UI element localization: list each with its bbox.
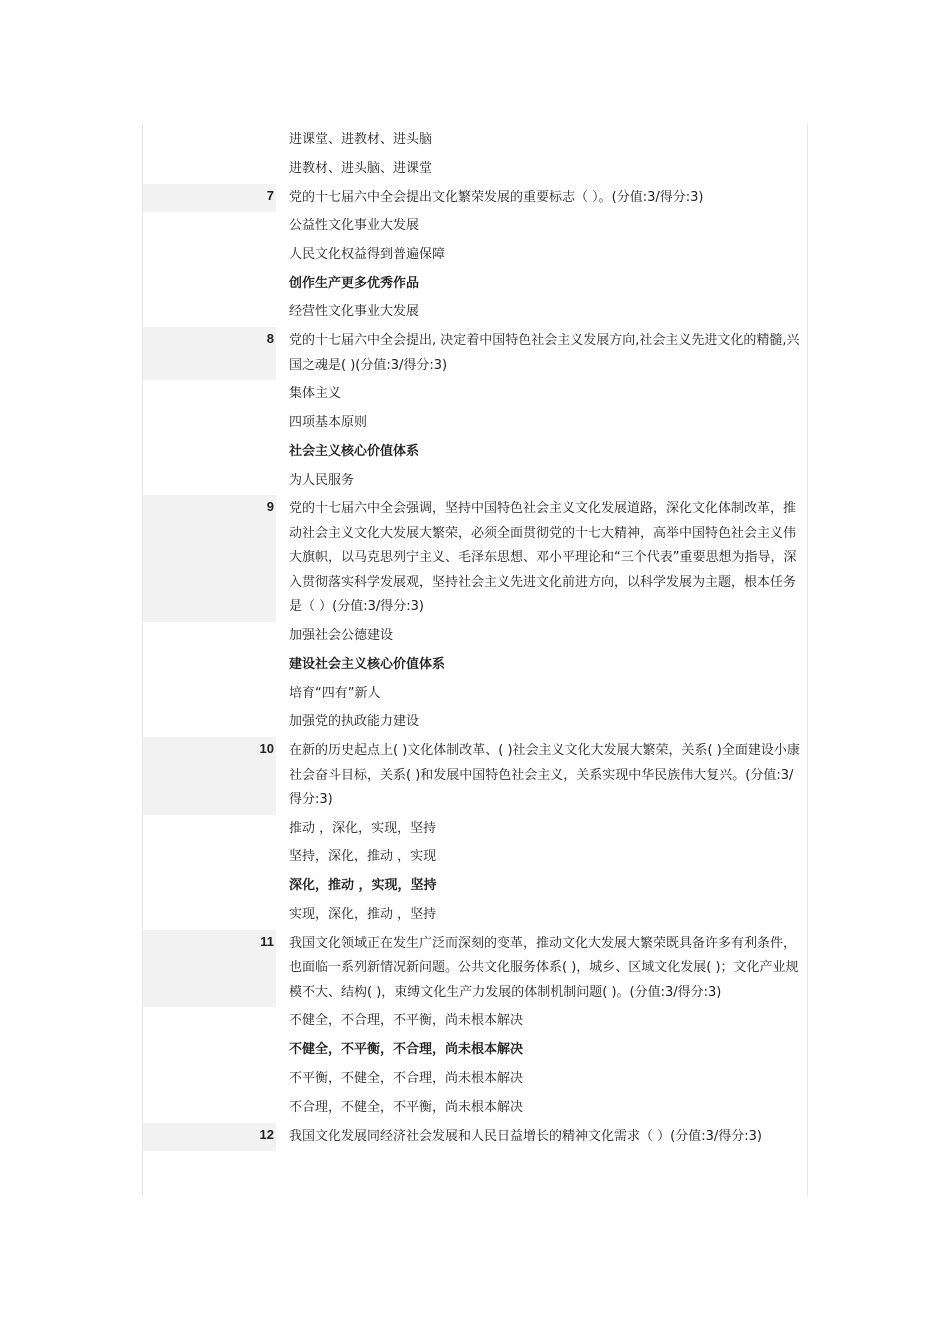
question-row bbox=[143, 930, 807, 1008]
quiz-table bbox=[142, 124, 808, 1196]
question-number: 12 bbox=[143, 1123, 276, 1152]
option-text: 进教材、进头脑、进课堂 bbox=[289, 160, 433, 176]
correct-option-text: 深化，推动 ，实现，坚持 bbox=[289, 878, 437, 894]
option-row bbox=[143, 241, 807, 270]
option-text: 集体主义 bbox=[289, 386, 342, 402]
option-text: 加强社会公德建设 bbox=[289, 627, 394, 643]
option-text: 为人民服务 bbox=[289, 472, 355, 488]
option-text: 不健全，不合理，不平衡，尚未根本解决 bbox=[289, 1013, 524, 1029]
question-number: 7 bbox=[143, 184, 276, 213]
question-row bbox=[143, 737, 807, 815]
option-text: 不合理，不健全，不平衡，尚未根本解决 bbox=[289, 1099, 524, 1115]
option-row bbox=[143, 467, 807, 496]
option-text: 人民文化权益得到普遍保障 bbox=[289, 246, 446, 262]
option-row bbox=[143, 815, 807, 844]
option-row bbox=[143, 1007, 807, 1036]
correct-option-text: 不健全，不平衡，不合理，尚未根本解决 bbox=[289, 1042, 524, 1058]
option-text: 培育“四有”新人 bbox=[289, 685, 381, 701]
option-row-correct bbox=[143, 270, 807, 299]
option-row-correct bbox=[143, 1036, 807, 1065]
question-row bbox=[143, 184, 807, 213]
question-text: 在新的历史起点上( )文化体制改革、( )社会主义文化大发展大繁荣，关系( )全面建设小康社会奋斗目标，关系( )和发展中国特色社会主义，关系实现中华民族伟大复兴。(分值:3/得分:3) bbox=[289, 743, 800, 808]
correct-option-text: 创作生产更多优秀作品 bbox=[289, 275, 420, 291]
option-row bbox=[143, 409, 807, 438]
correct-option-text: 社会主义核心价值体系 bbox=[289, 443, 420, 459]
option-row bbox=[143, 680, 807, 709]
correct-option-text: 建设社会主义核心价值体系 bbox=[289, 656, 446, 672]
option-text: 加强党的执政能力建设 bbox=[289, 714, 420, 730]
question-row bbox=[143, 1123, 807, 1152]
question-row bbox=[143, 495, 807, 622]
option-text: 公益性文化事业大发展 bbox=[289, 218, 420, 234]
option-row bbox=[143, 708, 807, 737]
question-number: 11 bbox=[143, 930, 276, 1008]
option-row bbox=[143, 298, 807, 327]
option-row bbox=[143, 622, 807, 651]
option-text: 不平衡，不健全，不合理，尚未根本解决 bbox=[289, 1070, 524, 1086]
option-row bbox=[143, 843, 807, 872]
option-row-correct bbox=[143, 651, 807, 680]
option-text: 四项基本原则 bbox=[289, 415, 368, 431]
question-text: 党的十七届六中全会强调，坚持中国特色社会主义文化发展道路，深化文化体制改革，推动社会主义文化大发展大繁荣，必须全面贯彻党的十七大精神，高举中国特色社会主义伟大旗帜，以马克思列宁主义、毛泽东思想、邓小平理论和“三个代表”重要思想为指导，深入贯彻落实科学发展观，坚持社会主义先进文化前进方向，以科学发展为主题，根本任务是（ ）(分值:3/得分:3) bbox=[289, 501, 797, 615]
option-text: 经营性文化事业大发展 bbox=[289, 304, 420, 320]
question-text: 党的十七届六中全会提出, 决定着中国特色社会主义发展方向,社会主义先进文化的精髓,兴国之魂是( )(分值:3/得分:3) bbox=[289, 333, 800, 373]
question-number: 10 bbox=[143, 737, 276, 815]
question-text: 我国文化发展同经济社会发展和人民日益增长的精神文化需求（ ）(分值:3/得分:3) bbox=[289, 1128, 762, 1144]
lead-option-row bbox=[143, 155, 807, 184]
question-number: 9 bbox=[143, 495, 276, 622]
question-text: 党的十七届六中全会提出文化繁荣发展的重要标志（ ）。(分值:3/得分:3) bbox=[289, 189, 704, 205]
option-row-correct bbox=[143, 438, 807, 467]
option-text: 进课堂、进教材、进头脑 bbox=[289, 132, 433, 147]
option-text: 推动 ，深化，实现，坚持 bbox=[289, 820, 437, 836]
lead-option-row bbox=[143, 126, 807, 155]
question-number: 8 bbox=[143, 327, 276, 380]
option-row bbox=[143, 1094, 807, 1123]
option-row-correct bbox=[143, 872, 807, 901]
question-row bbox=[143, 327, 807, 380]
option-row bbox=[143, 1065, 807, 1094]
option-text: 实现，深化，推动 ，坚持 bbox=[289, 907, 437, 923]
option-row bbox=[143, 901, 807, 930]
question-text: 我国文化领域正在发生广泛而深刻的变革，推动文化大发展大繁荣既具备许多有利条件，也面临一系列新情况新问题。公共文化服务体系( )，城乡、区域文化发展( )；文化产业规模不大、结构( )，束缚文化生产力发展的体制机制问题( )。(分值:3/得分:3) bbox=[289, 935, 799, 1000]
option-row bbox=[143, 380, 807, 409]
option-text: 坚持，深化，推动 ，实现 bbox=[289, 849, 437, 865]
option-row bbox=[143, 212, 807, 241]
